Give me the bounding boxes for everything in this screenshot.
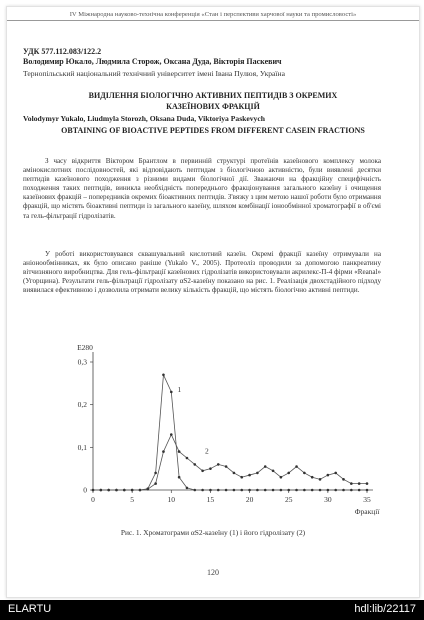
series-2-point — [115, 489, 118, 492]
series-2-point — [342, 478, 345, 481]
series-2-label: 2 — [204, 446, 209, 456]
series-2-point — [366, 482, 369, 485]
x-tick-label: 0 — [91, 495, 95, 504]
x-tick-label: 20 — [245, 495, 254, 504]
series-1-point — [350, 489, 353, 492]
series-1-point — [186, 487, 189, 490]
series-1-point — [358, 489, 361, 492]
x-tick-label: 30 — [324, 495, 332, 504]
series-2-point — [107, 489, 110, 492]
series-1-point — [334, 489, 337, 492]
series-2-point — [201, 470, 204, 473]
series-2-point — [209, 467, 212, 470]
series-1-point — [162, 374, 165, 377]
series-2-point — [193, 463, 196, 466]
y-tick-label: 0,1 — [77, 442, 87, 452]
series-1-point — [272, 489, 275, 492]
series-2-point — [272, 470, 275, 473]
paragraph-1: З часу відкриття Віктором Брантлом в первинній структурі протеїнів казеїнового комплексу молока амінокислотних послідовностей, які відповідають пептидам з біологічною активністю, були виявлені десятки пептидів казеїнового походження з різними видами біологічної дії. Зважаючи на фракційну специфічність походження таких пептидів, виникла необхідність попереднього фракціонування загального казеїну і очищення казеїнових фракцій – попередників окремих біоактивних пептидів. З'вязку з цим метою нашої роботи було отримання фракцій, що містять біоактивні пептиди із загального казеїну, шляхом комбінації іонообмінної хроматографії в об'ємі та гель-фільтрації гідролізатів. — [23, 157, 381, 220]
series-2-point — [147, 488, 150, 491]
handle-label: hdl:lib/22117 — [354, 603, 416, 615]
chromatogram-chart — [57, 340, 387, 530]
conference-header: IV Міжнародна науково-технічна конференція «Стан і перспективи харчової науки та промисловості» — [7, 11, 419, 21]
series-1-point — [233, 489, 236, 492]
series-2-point — [311, 476, 314, 479]
series-2-point — [131, 489, 134, 492]
authors-ukrainian: Володимир Юкало, Людмила Сторож, Оксана Дуда, Вікторія Паскевич — [23, 57, 282, 66]
viewer-footer — [0, 600, 424, 620]
x-tick-label: 35 — [363, 495, 371, 504]
affiliation: Тернопільський національний технічний університет імені Івана Пулюя, Україна — [23, 69, 285, 78]
y-tick-label: 0,2 — [77, 400, 87, 410]
series-1-line — [93, 375, 367, 490]
x-tick-label: 25 — [284, 495, 293, 504]
series-2-point — [154, 482, 157, 485]
paragraph-2: У роботі використовувався сквашувальний кислотний казеїн. Окремі фракції казеїну отримували на аніонообмінниках, як було описано раніше (Yukalo V., 2005). Протеоліз проводили за допомогою панкреатину вітчизняного виробництва. Для гель-фільтрації казеїнових гідролізатів використовували акрилекс-П-4 фірми «Reanal» (Угорщина). Результати гель-фільтрації гідролізату αS2-казеїну показано на рис. 1. Реалізація двохстадійного підходу виявилася ефективною і дозволила отримати велику кількість фракцій, що містять біологічно активні пептиди. — [23, 250, 381, 295]
series-2-point — [350, 482, 353, 485]
series-1-point — [225, 489, 228, 492]
series-2-point — [186, 457, 189, 460]
series-1-label: 1 — [177, 384, 182, 394]
series-2-point — [327, 474, 330, 477]
series-1-point — [303, 489, 306, 492]
series-1-point — [170, 391, 173, 394]
series-2-point — [303, 472, 306, 475]
authors-english: Volodymyr Yukalo, Liudmyla Storozh, Oksana Duda, Viktoriya Paskevych — [23, 114, 265, 123]
series-1-point — [366, 489, 369, 492]
title-ukrainian: ВИДІЛЕННЯ БІОЛОГІЧНО АКТИВНИХ ПЕПТИДІВ З ОКРЕМИХ КАЗЕЇНОВИХ ФРАКЦІЙ — [88, 91, 338, 111]
x-tick-label: 10 — [167, 495, 176, 504]
y-axis-label: E280 — [77, 343, 93, 352]
paper-page — [6, 6, 420, 598]
udk-code: УДК 577.112.083/122.2 — [23, 47, 102, 56]
series-1-point — [280, 489, 283, 492]
series-2-point — [248, 474, 251, 477]
figure-caption: Рис. 1. Хроматограми αS2-казеїну (1) і його гідролізату (2) — [120, 528, 306, 537]
series-1-point — [154, 472, 157, 475]
series-2-point — [358, 482, 361, 485]
series-1-point — [178, 476, 181, 479]
series-2-point — [334, 472, 337, 475]
series-2-point — [178, 450, 181, 453]
series-2-point — [240, 476, 243, 479]
series-1-point — [287, 489, 290, 492]
series-1-point — [319, 489, 322, 492]
series-2-point — [233, 472, 236, 475]
series-1-point — [342, 489, 345, 492]
series-2-point — [139, 489, 142, 492]
series-2-point — [256, 472, 259, 475]
series-2-point — [319, 478, 322, 481]
series-1-point — [201, 489, 204, 492]
series-1-point — [264, 489, 267, 492]
series-1-point — [193, 489, 196, 492]
y-tick-label: 0 — [83, 485, 87, 495]
series-2-point — [92, 489, 95, 492]
x-axis-label: Фракції — [354, 507, 380, 516]
series-1-point — [311, 489, 314, 492]
repository-label: ELARTU — [8, 603, 52, 615]
series-1-point — [248, 489, 251, 492]
series-2-point — [280, 476, 283, 479]
title-english: OBTAINING OF BIOACTIVE PEPTIDES FROM DIFFERENT CASEIN FRACTIONS — [61, 126, 365, 135]
series-2-point — [287, 472, 290, 475]
series-1-point — [209, 489, 212, 492]
x-tick-label: 15 — [206, 495, 215, 504]
series-2-point — [225, 465, 228, 468]
series-2-point — [170, 433, 173, 436]
x-tick-label: 5 — [130, 495, 135, 504]
series-2-point — [295, 465, 298, 468]
page-number: 120 — [207, 568, 219, 577]
series-1-point — [217, 489, 220, 492]
series-1-point — [327, 489, 330, 492]
series-2-point — [123, 489, 126, 492]
series-2-line — [93, 435, 367, 490]
series-2-point — [162, 450, 165, 453]
series-2-point — [264, 465, 267, 468]
series-2-point — [217, 463, 220, 466]
y-tick-label: 0,3 — [77, 357, 87, 367]
series-1-point — [295, 489, 298, 492]
series-2-point — [100, 489, 103, 492]
series-1-point — [240, 489, 243, 492]
series-1-point — [256, 489, 259, 492]
